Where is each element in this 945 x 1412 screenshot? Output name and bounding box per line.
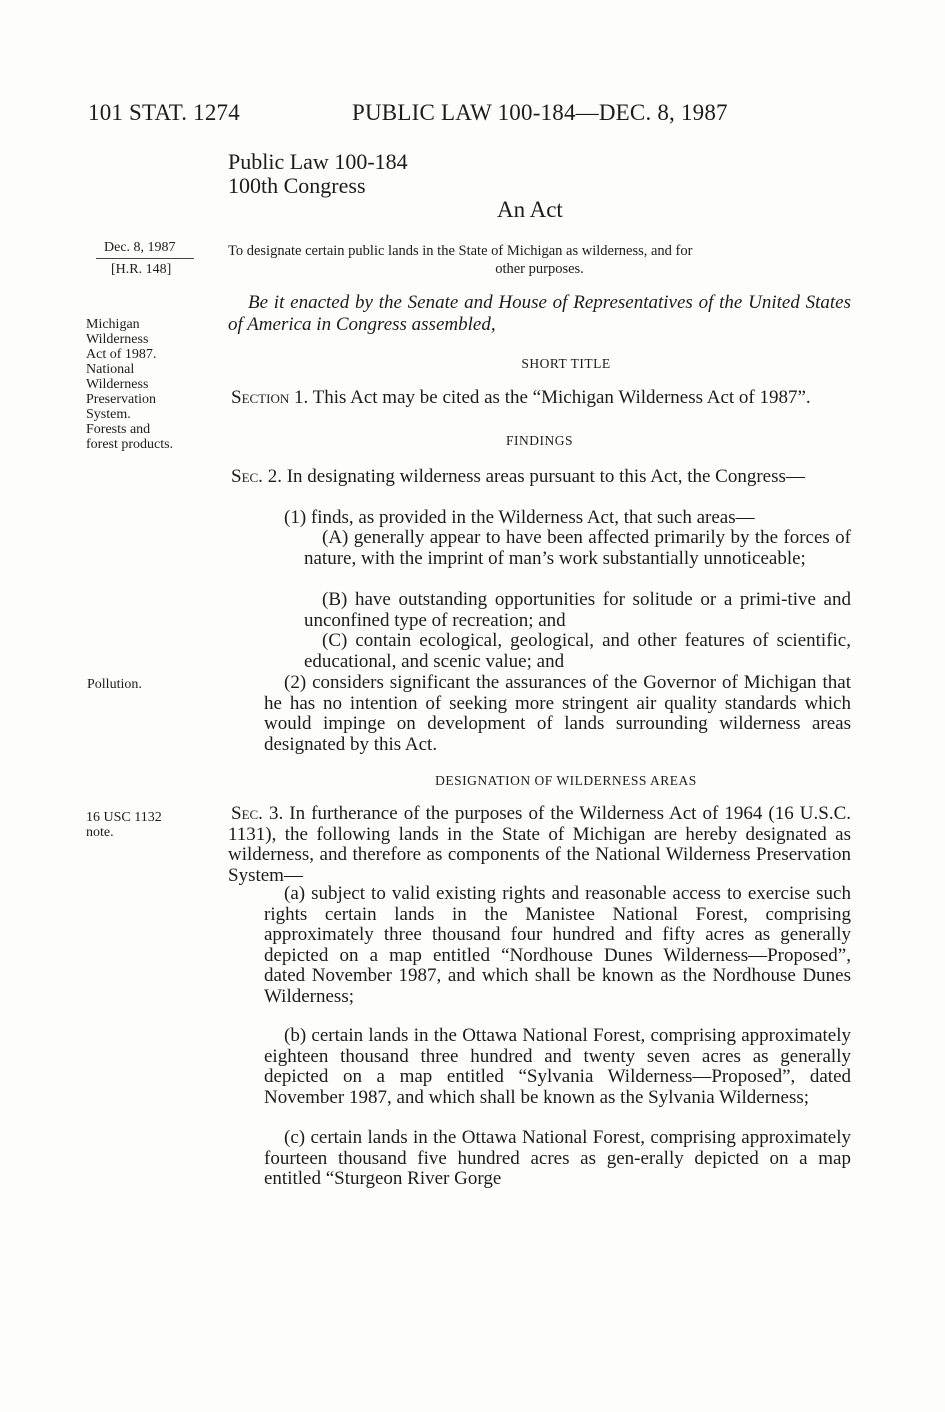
section-label: Sec. (231, 466, 263, 487)
section-2-intro (228, 467, 851, 488)
findings-heading: FINDINGS (505, 433, 573, 448)
law-title (228, 150, 408, 198)
act-purpose (228, 242, 851, 278)
section-label: Sec. (231, 803, 263, 824)
an-act-heading: An Act (497, 197, 563, 222)
usc-citation: 16 USC 1132 (86, 810, 162, 825)
sidebar-usc-note (86, 810, 162, 840)
stat-page-number: 101 STAT. 1274 (88, 100, 240, 125)
congress-number: 100th Congress (228, 173, 366, 198)
section-1 (228, 388, 851, 409)
designation-heading: DESIGNATION OF WILDERNESS AREAS (435, 773, 697, 788)
note-line: National (86, 362, 135, 377)
note-line: Wilderness (86, 377, 149, 392)
sidebar-bill: [H.R. 148] (111, 262, 172, 277)
sidebar-divider (96, 258, 194, 259)
section-2-para-2: (2) considers significant the assurances of the Governor of Michigan that he has no intention of seeking more stringent air quality standards which would impinge on development of lands surrounding wilderness areas designated by this Act. (264, 672, 851, 755)
note-line: Preservation (86, 392, 156, 407)
section-3-intro-text: 3. In furtherance of the purposes of the Wilderness Act of 1964 (16 U.S.C. 1131), the following lands in the State of Michigan are hereby designated as wilderness, and therefore as components of the National Wilderness Preservation System— (228, 803, 851, 886)
note-line: Forests and (86, 422, 151, 437)
purpose-line-1: To designate certain public lands in the State of Michigan as wilderness, and for (228, 243, 693, 259)
sidebar-pollution-note: Pollution. (87, 677, 142, 692)
usc-note: note. (86, 825, 114, 840)
section-3-para-c: (c) certain lands in the Ottawa National Forest, comprising approximately fourteen thousand five hundred acres as gen-erally depicted on a map entitled “Sturgeon River Gorge (264, 1127, 851, 1189)
note-line: Wilderness (86, 332, 149, 347)
section-2-intro-text: 2. In designating wilderness areas pursuant to this Act, the Congress— (262, 466, 805, 487)
section-3-para-b: (b) certain lands in the Ottawa National Forest, comprising approximately eighteen thousand three hundred and twenty seven acres as generally depicted on a map entitled “Sylvania Wilderness—Proposed”, dated November 1987, and which shall be known as the Sylvania Wilderness; (264, 1025, 851, 1108)
short-title-heading: SHORT TITLE (521, 356, 611, 371)
note-line: Act of 1987. (86, 347, 157, 362)
section-1-text: 1. This Act may be cited as the “Michigan Wilderness Act of 1987”. (289, 387, 811, 408)
section-2-para-C: (C) contain ecological, geological, and other features of scientific, educational, and scenic value; and (304, 630, 851, 672)
section-2-para-A: (A) generally appear to have been affected primarily by the forces of nature, with the imprint of man’s work substantially unnoticeable; (304, 527, 851, 569)
sidebar-date: Dec. 8, 1987 (104, 240, 176, 255)
section-label: Section (231, 387, 290, 408)
section-2-para-1: (1) finds, as provided in the Wilderness Act, that such areas— (284, 507, 755, 528)
note-line: System. (86, 407, 131, 422)
sidebar-subject-notes (86, 317, 173, 452)
running-header: PUBLIC LAW 100-184—DEC. 8, 1987 (352, 100, 728, 125)
section-3-intro (228, 804, 851, 886)
enacting-clause: Be it enacted by the Senate and House of Representatives of the United States of America in Congress assembled, (228, 292, 851, 335)
section-3-para-a: (a) subject to valid existing rights and reasonable access to exercise such rights certain lands in the Manistee National Forest, comprising approximately three thousand four hundred and fifty acres as generally depicted on a map entitled “Nordhouse Dunes Wilderness—Proposed”, dated November 1987, and which shall be known as the Nordhouse Dunes Wilderness; (264, 883, 851, 1007)
note-line: forest products. (86, 437, 174, 452)
purpose-line-2: other purposes. (495, 261, 584, 277)
section-2-para-B: (B) have outstanding opportunities for solitude or a primi-tive and unconfined type of recreation; and (304, 589, 851, 631)
note-line: Michigan (86, 317, 140, 332)
law-number: Public Law 100-184 (228, 149, 408, 174)
